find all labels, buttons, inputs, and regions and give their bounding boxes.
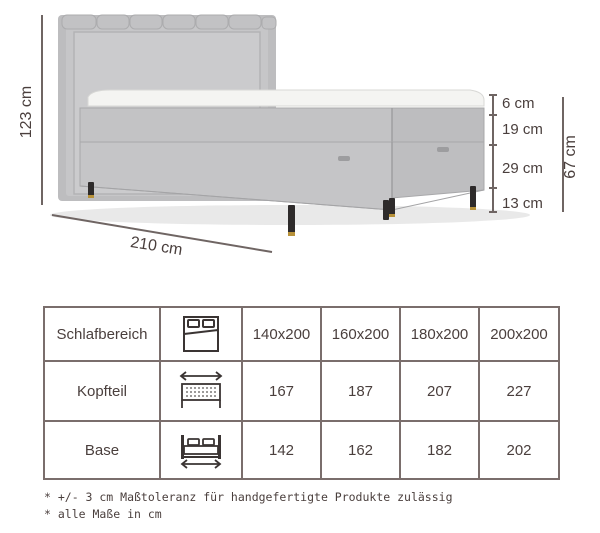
headboard-160: 187 <box>321 361 400 421</box>
row-label-headboard: Kopfteil <box>44 361 160 421</box>
total-height-label: 67 cm <box>562 135 579 179</box>
base-180: 182 <box>400 421 479 479</box>
base-160: 162 <box>321 421 400 479</box>
mattress-height-label: 19 cm <box>502 121 543 138</box>
row-label-base: Base <box>44 421 160 479</box>
table-row <box>44 361 559 421</box>
size-200: 200x200 <box>479 307 559 361</box>
headboard-140: 167 <box>242 361 321 421</box>
size-180: 180x200 <box>400 307 479 361</box>
header-sleeping-area: Schlafbereich <box>44 307 160 361</box>
size-table <box>43 306 560 480</box>
height-label: 123 cm <box>18 85 35 139</box>
table-row <box>44 421 559 479</box>
size-140: 140x200 <box>242 307 321 361</box>
mattress <box>80 108 484 142</box>
topper-height-label: 6 cm <box>502 95 535 112</box>
headboard-180: 207 <box>400 361 479 421</box>
size-160: 160x200 <box>321 307 400 361</box>
headboard-200: 227 <box>479 361 559 421</box>
base-140: 142 <box>242 421 321 479</box>
units-footnote: * alle Maße in cm <box>44 507 162 521</box>
headboard-width-icon <box>160 361 242 421</box>
bed-base-width-icon <box>160 421 242 479</box>
table-header-row <box>44 307 559 361</box>
base-200: 202 <box>479 421 559 479</box>
box-height-label: 29 cm <box>502 160 543 177</box>
tolerance-footnote: * +/- 3 cm Maßtoleranz für handgefertigte Produkte zulässig <box>44 490 453 504</box>
feet-height-label: 13 cm <box>502 195 543 212</box>
bed-top-view-icon <box>160 307 242 361</box>
width-label: 210 cm <box>129 234 184 260</box>
mattress-topper <box>88 90 484 106</box>
